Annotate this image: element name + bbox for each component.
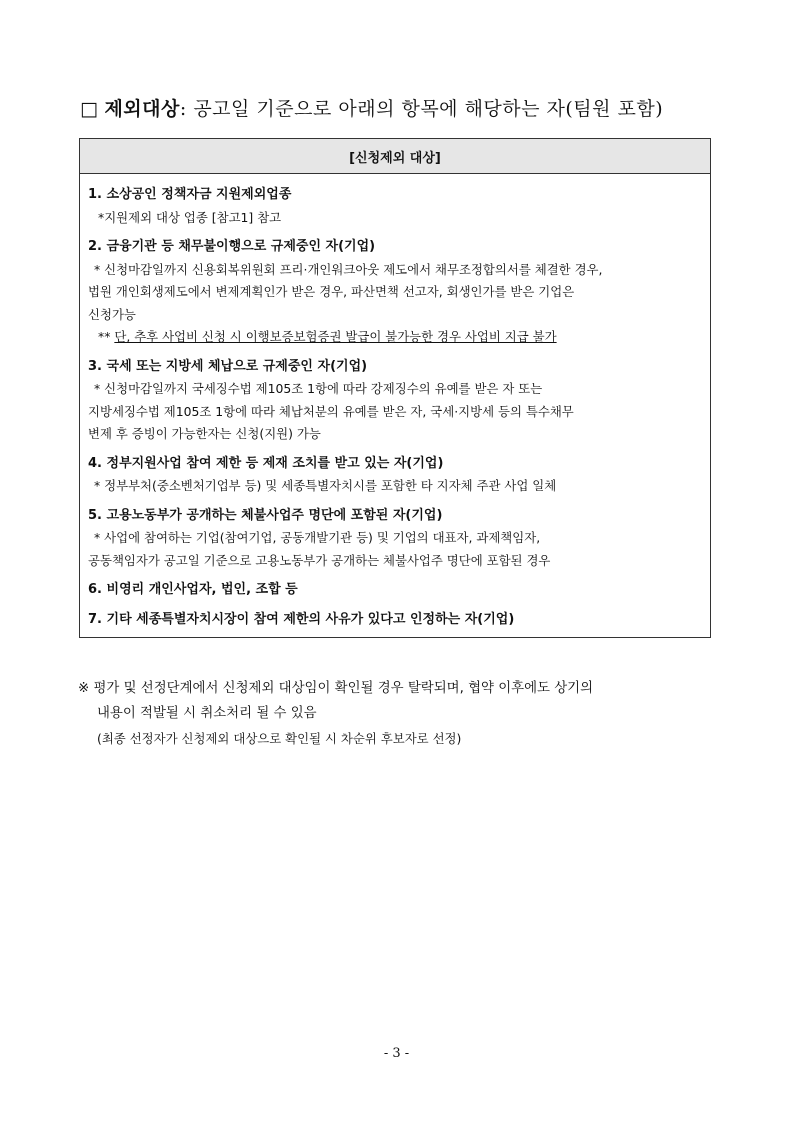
item-detail: 신청가능 [88,306,136,322]
exclusion-item-1 [88,184,702,229]
item-title: 3. 국세 또는 지방세 체납으로 규제중인 자(기업) [88,358,368,374]
exclusion-item-5 [88,505,702,573]
note-prefix: ** [98,329,115,344]
item-title: 7. 기타 세종특별자치시장이 참여 제한의 사유가 있다고 인정하는 자(기업) [88,611,515,627]
note-line: 내용이 적발될 시 취소처리 될 수 있음 [97,706,317,721]
item-detail: * 사업에 참여하는 기업(참여기업, 공동개발기관 등) 및 기업의 대표자, 과제책임자, [94,530,541,545]
underlined-note: 단, 추후 사업비 신청 시 이행보증보험증권 발급이 불가능한 경우 사업비 지급 불가 [114,329,557,344]
section-heading [80,94,720,121]
item-title: 5. 고용노동부가 공개하는 체불사업주 명단에 포함된 자(기업) [88,507,443,523]
item-detail: 지방세징수법 제105조 1항에 따라 체납처분의 유예를 받은 자, 국세·지방세 등의 특수채무 [88,403,574,419]
item-title: 6. 비영리 개인사업자, 법인, 조합 등 [88,582,298,597]
table-body [80,174,710,637]
item-detail: 법원 개인회생제도에서 변제계획인가 받은 경우, 파산면책 선고자, 회생인가를 받은 기업은 [88,284,575,299]
exclusion-item-7 [88,609,702,632]
item-title: 1. 소상공인 정책자금 지원제외업종 [88,187,292,202]
item-detail: * 정부부처(중소벤처기업부 등) 및 세종특별자치시를 포함한 타 지자체 주관 사업 일체 [94,478,557,493]
note-line: ※ 평가 및 선정단계에서 신청제외 대상임이 확인될 경우 탈락되며, 협약 이후에도 상기의 [78,681,594,696]
exclusion-item-6 [88,579,702,602]
checkbox-square-icon: □ [80,98,99,120]
item-detail: * 신청마감일까지 신용회복위원회 프리·개인워크아웃 제도에서 채무조정합의서를 체결한 경우, [94,261,603,277]
exclusion-item-4 [88,453,702,498]
exclusion-item-2 [88,236,702,349]
item-detail: 변제 후 증빙이 가능한자는 신청(지원) 가능 [88,426,321,441]
footnotes [78,676,728,751]
item-detail: 공동책임자가 공고일 기준으로 고용노동부가 공개하는 체불사업주 명단에 포함된 경우 [88,552,551,568]
heading-keyword: 제외대상 [104,98,180,120]
exclusion-item-3 [88,356,702,446]
heading-description: : 공고일 기준으로 아래의 항목에 해당하는 자(팀원 포함) [179,98,664,120]
item-title: 4. 정부지원사업 참여 제한 등 제재 조치를 받고 있는 자(기업) [88,455,444,471]
item-title: 2. 금융기관 등 채무불이행으로 규제중인 자(기업) [88,239,376,254]
table-header: [신청제외 대상] [80,139,710,174]
item-detail: *지원제외 대상 업종 [참고1] 참고 [98,209,282,225]
item-detail: * 신청마감일까지 국세징수법 제105조 1항에 따라 강제징수의 유예를 받은 자 또는 [94,381,543,396]
note-line: (최종 선정자가 신청제외 대상으로 확인될 시 차순위 후보자로 선정) [97,731,462,746]
page-number: - 3 - [383,1046,410,1061]
exclusion-table [79,138,711,638]
item-note [88,326,702,349]
